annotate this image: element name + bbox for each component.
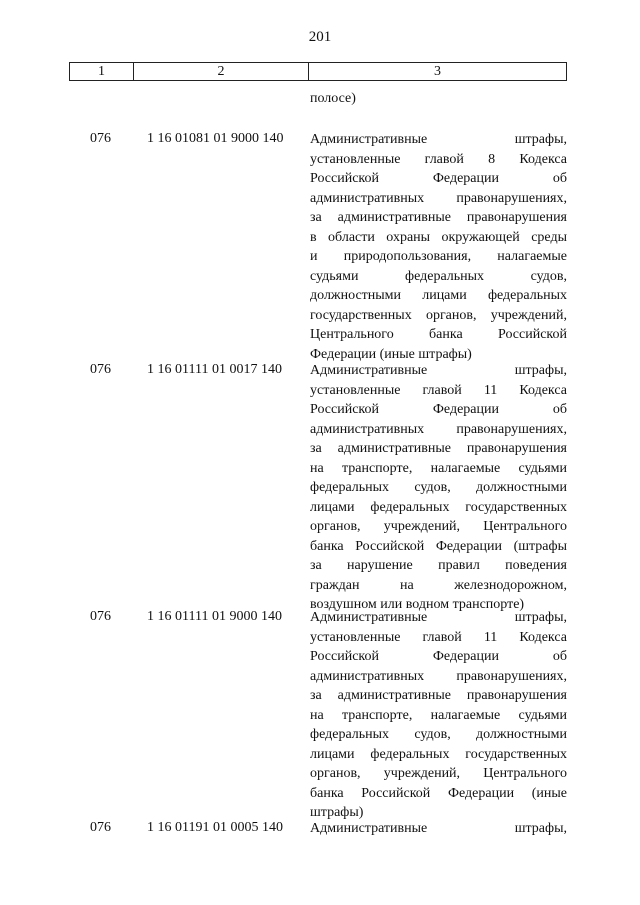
page-number: 201	[308, 29, 332, 45]
description-line: на транспорте, налагаемые судьями	[310, 707, 567, 723]
description-line: должностными лицами федеральных	[310, 288, 567, 303]
header-col-3: 3	[434, 64, 441, 79]
description-line: лицами федеральных государственных	[310, 499, 567, 515]
admin-code: 076	[90, 362, 111, 377]
description-line: административных правонарушениях,	[310, 668, 567, 684]
description-line: и природопользования, налагаемые	[310, 249, 567, 264]
row-description	[310, 130, 567, 364]
description-line: на транспорте, налагаемые судьями	[310, 460, 567, 476]
description-line: за административные правонарушения	[310, 210, 567, 225]
description-line: лицами федеральных государственных	[310, 746, 567, 762]
description-line: банка Российской Федерации (штрафы	[310, 538, 567, 554]
budget-classification-code: 1 16 01111 01 9000 140	[147, 609, 282, 624]
table-header	[69, 62, 567, 81]
description-line: штрафы)	[310, 805, 364, 820]
description-line: воздушном или водном транспорте)	[310, 597, 525, 612]
description-line: органов, учреждений, Центрального	[310, 766, 567, 781]
description-line: судьями федеральных судов,	[310, 268, 567, 284]
budget-classification-code: 1 16 01191 01 0005 140	[147, 820, 283, 835]
header-col-1: 1	[70, 63, 134, 80]
admin-code: 076	[90, 131, 111, 146]
admin-code: 076	[90, 609, 111, 624]
description-line: банка Российской Федерации (иные	[310, 785, 567, 801]
budget-classification-code: 1 16 01111 01 0017 140	[147, 362, 282, 377]
description-line: за административные правонарушения	[310, 688, 567, 703]
description-line: установленные главой 11 Кодекса	[310, 382, 567, 398]
description-line: административных правонарушениях,	[310, 421, 567, 437]
description-line: Федерации (иные штрафы)	[310, 346, 472, 362]
description-line: установленные главой 8 Кодекса	[310, 151, 567, 167]
row-description	[310, 608, 567, 823]
header-col-2: 2	[134, 63, 309, 80]
description-line: Центрального банка Российской	[310, 327, 567, 342]
row-description	[310, 361, 567, 615]
description-line: Российской Федерации об	[310, 402, 567, 417]
description-line: Административные штрафы,	[310, 610, 567, 625]
description-line: административных правонарушениях,	[310, 190, 567, 206]
row-description	[310, 819, 567, 839]
budget-classification-code: 1 16 01081 01 9000 140	[147, 131, 284, 146]
admin-code: 076	[90, 820, 111, 835]
description-line: граждан на железнодорожном,	[310, 577, 567, 593]
description-line: установленные главой 11 Кодекса	[310, 629, 567, 645]
description-line: федеральных судов, должностными	[310, 480, 567, 495]
description-line: за нарушение правил поведения	[310, 558, 567, 573]
description-line: органов, учреждений, Центрального	[310, 519, 567, 534]
description-line: Административные штрафы,	[310, 132, 567, 147]
continuation-text: полосе)	[310, 91, 356, 106]
description-line: Российской Федерации об	[310, 171, 567, 186]
description-line: федеральных судов, должностными	[310, 727, 567, 742]
description-line: в области охраны окружающей среды	[310, 229, 567, 245]
description-line: Российской Федерации об	[310, 649, 567, 664]
description-line: за административные правонарушения	[310, 441, 567, 456]
description-line: Административные штрафы,	[310, 821, 567, 836]
description-line: Административные штрафы,	[310, 363, 567, 378]
description-line: государственных органов, учреждений,	[310, 307, 567, 323]
